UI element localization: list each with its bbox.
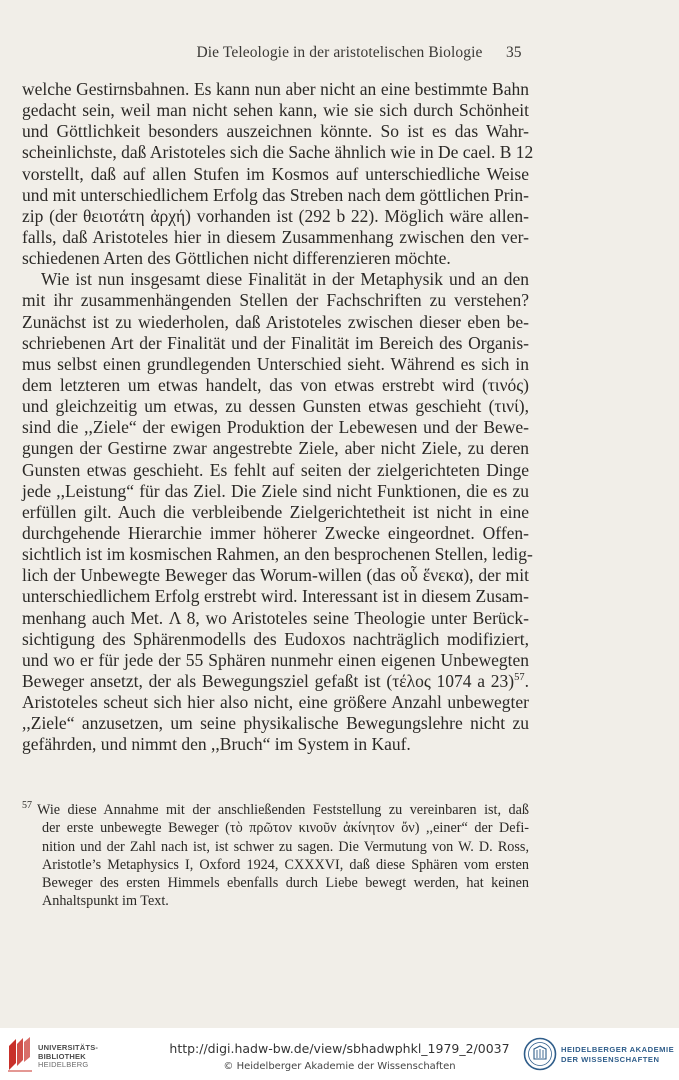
text-line: unterschiedlichem Erfolg erstrebt wird. Interessant ist in diesem Zusam- [22,586,529,607]
text-line: jede ,,Leistung“ für das Ziel. Die Ziele sind nicht Funktionen, die es zu [22,480,529,501]
text-line: vorstellt, daß auf allen Stufen im Kosmos auf unterschiedliche Weise [22,163,529,184]
academy-name-line: HEIDELBERGER AKADEMIE [561,1045,675,1054]
page-header [0,44,679,64]
document-url-link[interactable]: http://digi.hadw-bw.de/view/sbhadwphkl_1979_2/0037 [169,1041,510,1056]
text-line: gungen der Gestirne zwar angestrebte Ziele, aber nicht Ziele, zu deren [22,438,529,459]
academy-seal-icon[interactable] [523,1037,557,1071]
academy-name [561,1045,674,1065]
footnote-line-text: Wie diese Annahme mit der anschließenden Feststellung zu vereinbaren ist, daß [37,802,529,818]
text-line: zip (der θειοτάτη ἀρχή) vorhanden ist (292 b 22). Möglich wäre allen- [22,205,529,226]
text-line: dem letzteren um etwas handelt, das von etwas erstrebt wird (τινός) [22,374,529,395]
text-line: Zunächst ist zu wiederholen, daß Aristoteles zwischen dieser eben be- [22,311,529,332]
text-line: schriebenen Art der Finalität und der Finalität im Bereich des Organis- [22,332,529,353]
body-text [22,79,534,756]
copyright-notice: © Heidelberger Akademie der Wissenschaften [223,1061,456,1072]
footnote-line: Anhaltspunkt im Text. [42,893,169,910]
text-line: Aristoteles scheut sich hier also nicht, eine größere Anzahl unbewegter [22,692,529,713]
footnote [22,801,529,911]
footnote-line: Beweger des ersten Himmels ebenfalls durch Liebe bewegt werden, hat keinen [42,875,529,892]
text-line-with-footnote-ref: Beweger ansetzt, der als Bewegungsziel gefaßt ist (τέλος 1074 a 23)$^{57}$. [22,670,529,691]
footnote-line: der erste unbewegte Beweger (τὸ πρῶτον κινοῦν ἀκίνητον ὄν) ,,einer“ der Defi- [42,820,529,837]
text-line: gedacht sein, weil man nicht sehen kann, wie sie sich durch Schönheit [22,100,529,121]
library-name-line: HEIDELBERG [38,1060,89,1070]
footnote-line [22,801,529,819]
text-line: menhang auch Met. Λ 8, wo Aristoteles seine Theologie unter Berück- [22,607,529,628]
footnote-marker: 57 [22,800,32,812]
text-line: Wie ist nun insgesamt diese Finalität in der Metaphysik und an den [41,269,529,290]
text-line: mus selbst einen grundlegenden Unterschied sieht. Während es sich in [22,353,529,374]
academy-name-line: DER WISSENSCHAFTEN [561,1055,660,1064]
viewer-footer [0,1028,679,1080]
text-line: durchgehende Hierarchie immer höherer Zwecke eingeordnet. Offen- [22,522,529,543]
text-line: und mit unterschiedlichem Erfolg das Streben nach dem göttlichen Prin- [22,184,529,205]
library-name-line: UNIVERSITÄTS- [38,1043,99,1052]
footnote-line: nition und der Zahl nach ist, ist schwer zu sagen. Die Vermutung von W. D. Ross, [42,838,529,855]
text-line: mit ihr zusammenhängenden Stellen der Fachschriften zu verstehen? [22,290,529,311]
text-line: und gleichzeitig um etwas, zu dessen Gunsten etwas geschieht (τινί), [22,396,529,417]
text-line: sichtlich ist im kosmischen Rahmen, an den besprochenen Stellen, ledig- [22,544,533,565]
footnote-reference[interactable]: 57 [514,672,525,684]
text-line: und Göttlichkeit besonders auszeichnen könnte. So ist es das Wahr- [22,121,529,142]
text-line: sind die ,,Ziele“ der ewigen Produktion der Lebewesen und der Bewe- [22,417,529,438]
text-line: und wo er für jede der 55 Sphären nunmehr einen eigenen Unbewegten [22,649,529,670]
text-line: falls, daß Aristoteles hier in diesem Zusammenhang zwischen den ver- [22,226,529,247]
page-number: 35 [506,44,522,61]
text-line-content: Beweger ansetzt, der als Bewegungsziel gefaßt ist (τέλος 1074 a 23) [22,670,515,691]
library-name-line: BIBLIOTHEK [38,1051,86,1061]
text-line: erfüllen gilt. Auch die verbleibende Zielgerichtetheit ist nicht in eine [22,501,529,522]
text-line: welche Gestirnsbahnen. Es kann nun aber nicht an eine bestimmte Bahn [22,79,529,99]
text-line: gefährden, und nimmt den ,,Bruch“ im System in Kauf. [22,734,411,755]
text-line: scheinlichste, daß Aristoteles sich die Sache ähnlich wie in De cael. B 12 [22,142,534,163]
text-line: ,,Ziele“ anzusetzen, um seine physikalische Bewegungslehre nicht zu [22,713,529,734]
footnote-line: Aristotle’s Metaphysics I, Oxford 1924, CXXXVI, daß diese Sphären vom ersten [42,856,529,873]
text-line: schiedenen Arten des Göttlichen nicht differenzieren möchte. [22,248,451,269]
text-line: lich der Unbewegte Beweger das Worum-willen (das οὗ ἕνεκα), der mit [22,565,529,586]
text-line: sichtigung des Sphärenmodells des Eudoxos nachträglich modifiziert, [22,628,529,649]
text-line: Gunsten etwas geschieht. Es fehlt auf seiten der zielgerichteten Dinge [22,459,529,480]
running-title: Die Teleologie in der aristotelischen Biologie [196,44,483,61]
